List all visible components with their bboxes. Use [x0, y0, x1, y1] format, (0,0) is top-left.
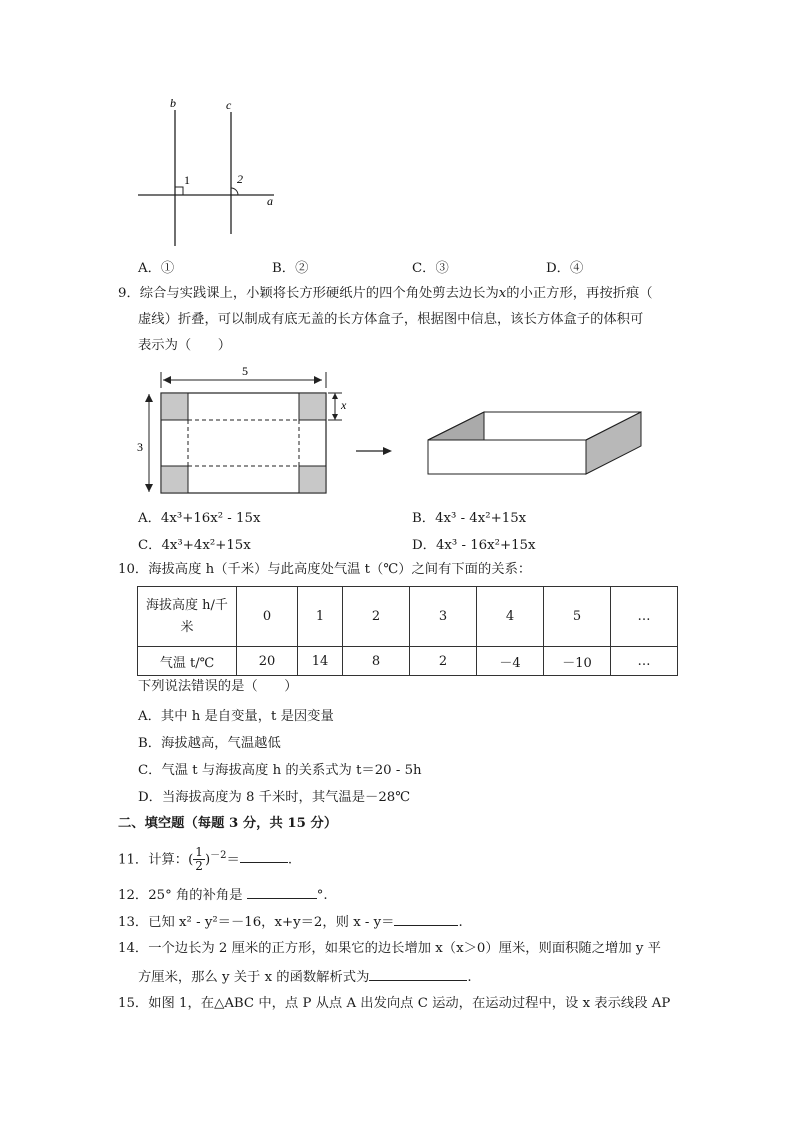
q12: 12．25° 角的补角是 °. [118, 884, 328, 906]
arrowhead-up-icon [145, 394, 153, 402]
q10-option-b[interactable]: B．海拔越高，气温越低 [138, 736, 281, 751]
x-arrow-down-icon [332, 414, 338, 420]
table-cell: 2 [343, 587, 410, 647]
x-arrow-up-icon [332, 393, 338, 399]
table-cell: 8 [343, 647, 410, 676]
table-cell: 2 [410, 647, 477, 676]
arrowhead-down-icon [145, 484, 153, 492]
corner-square-bl [161, 466, 188, 493]
label-1: 1 [184, 173, 190, 187]
q8-option-a[interactable]: A．① [138, 261, 175, 276]
right-angle-mark [175, 187, 183, 195]
table-cell: … [611, 587, 678, 647]
q12-answer-blank[interactable] [247, 884, 317, 899]
label-x: x [341, 398, 347, 412]
q9-option-b[interactable]: B．4x³ - 4x²+15x [412, 511, 527, 526]
q8-option-c[interactable]: C．③ [412, 261, 449, 276]
table-row [138, 587, 678, 647]
box-right-side [586, 412, 641, 474]
table-header-cell: 海拔高度 h/千 米 [138, 587, 237, 647]
q11: 11．计算：( $\frac{1}{2}$ )$^{-2}$＝ . [118, 845, 293, 874]
arrowhead-right-icon [314, 376, 322, 384]
q9-option-c[interactable]: C．4x³+4x²+15x [138, 538, 251, 553]
q8-option-d[interactable]: D．④ [546, 261, 584, 276]
box-front-face [428, 440, 586, 474]
table-cell: 4 [477, 587, 544, 647]
q10-stem: 10．海拔高度 h（千米）与此高度处气温 t（℃）之间有下面的关系： [118, 562, 532, 577]
table-cell: 1 [298, 587, 343, 647]
q10-option-c[interactable]: C．气温 t 与海拔高度 h 的关系式为 t＝20 - 5h [138, 763, 422, 778]
table-cell: －4 [477, 647, 544, 676]
corner-square-br [299, 466, 326, 493]
q8-figure [130, 92, 290, 252]
q13-answer-blank[interactable] [394, 911, 458, 926]
angle-2-arc [231, 188, 238, 195]
arrowhead-left-icon [163, 376, 171, 384]
q14-line2: 方厘米，那么 y 关于 x 的函数解析式为 . [138, 966, 472, 988]
altitude-temperature-table [137, 586, 678, 676]
q9-stem-line1: 9．综合与实践课上，小颖将长方形硬纸片的四个角处剪去边长为x的小正方形，再按折痕（ [118, 286, 653, 301]
q14-answer-blank[interactable] [369, 966, 467, 981]
fraction-one-half: $\frac{1}{2}$ [195, 845, 203, 874]
q11-answer-blank[interactable] [240, 848, 288, 863]
table-cell: 14 [298, 647, 343, 676]
q14-line1: 14．一个边长为 2 厘米的正方形，如果它的边长增加 x（x＞0）厘米，则面积随之增加 y 平 [118, 941, 661, 956]
table-cell: 20 [237, 647, 298, 676]
corner-square-tr [299, 393, 326, 420]
q10-option-d[interactable]: D．当海拔高度为 8 千米时，其气温是－28℃ [138, 790, 411, 805]
label-3: 3 [137, 440, 143, 454]
table-row [138, 647, 678, 676]
label-b: b [170, 96, 176, 110]
q9-stem-line2: 虚线）折叠，可以制成有底无盖的长方体盒子，根据图中信息，该长方体盒子的体积可 [138, 312, 644, 327]
table-cell: … [611, 647, 678, 676]
label-a: a [267, 194, 273, 208]
label-5: 5 [242, 364, 248, 378]
transform-arrowhead-icon [383, 447, 392, 455]
q13: 13．已知 x² - y²＝－16，x+y＝2，则 x - y＝ . [118, 911, 463, 933]
table-cell: 3 [410, 587, 477, 647]
table-cell: 0 [237, 587, 298, 647]
label-c: c [226, 98, 232, 112]
table-cell: 5 [544, 587, 611, 647]
q15-line1: 15．如图 1，在△ABC 中，点 P 从点 A 出发向点 C 运动，在运动过程中，设 x 表示线段 AP [118, 996, 671, 1011]
q9-stem-line3: 表示为（ ） [138, 338, 232, 353]
table-header-cell: 气温 t/℃ [138, 647, 237, 676]
q8-option-b[interactable]: B．② [272, 261, 309, 276]
section-heading-fill-in: 二、填空题（每题 3 分，共 15 分） [118, 816, 338, 831]
table-cell: －10 [544, 647, 611, 676]
q10-option-a[interactable]: A．其中 h 是自变量，t 是因变量 [138, 709, 334, 724]
q9-figure [130, 362, 650, 502]
corner-square-tl [161, 393, 188, 420]
label-2: 2 [237, 172, 243, 186]
q10-question: 下列说法错误的是（ ） [138, 679, 298, 694]
q9-option-a[interactable]: A．4x³+16x² - 15x [138, 511, 261, 526]
q9-option-d[interactable]: D．4x³ - 16x²+15x [412, 538, 536, 553]
